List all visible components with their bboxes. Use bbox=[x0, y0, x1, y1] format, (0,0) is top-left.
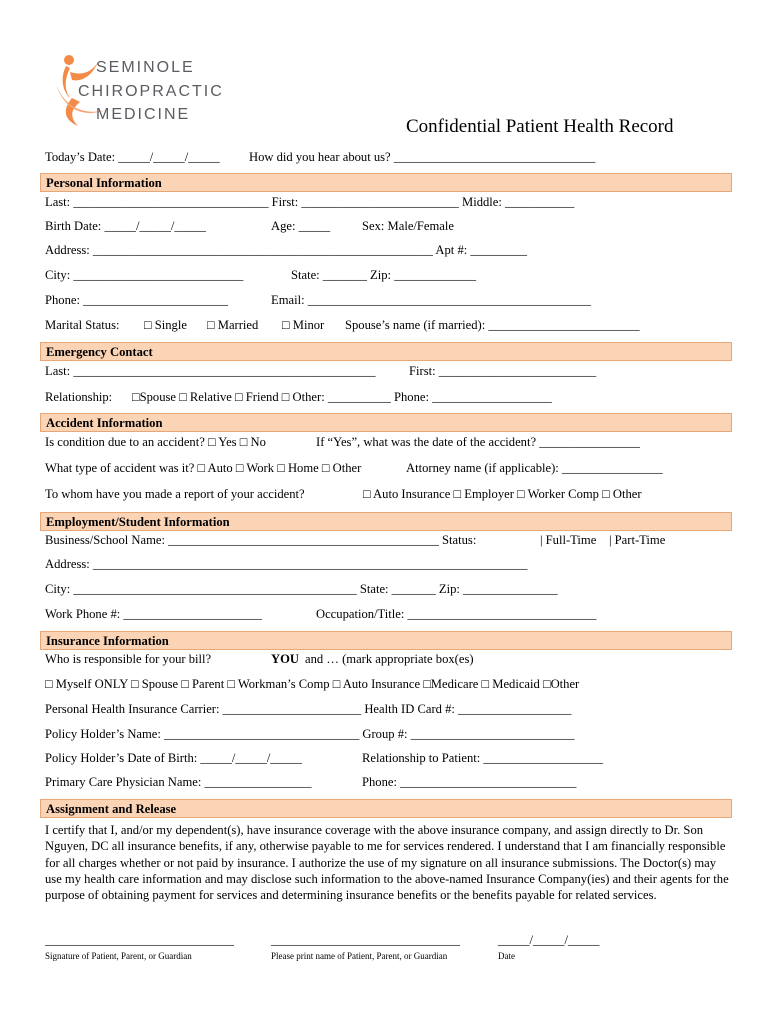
married-checkbox[interactable]: □ Married bbox=[207, 318, 259, 332]
policy-holder-field[interactable]: Policy Holder’s Name: _______________________________ Group #: __________________________ bbox=[45, 727, 575, 741]
insurance-carrier-field[interactable]: Personal Health Insurance Carrier: ______________________ Health ID Card #: __________________ bbox=[45, 702, 572, 716]
phone-field[interactable]: Phone: _______________________ bbox=[45, 293, 228, 307]
emergency-first-field[interactable]: First: _________________________ bbox=[409, 364, 597, 378]
relationship-to-patient-field[interactable]: Relationship to Patient: ___________________ bbox=[362, 751, 604, 765]
single-checkbox[interactable]: □ Single bbox=[144, 318, 187, 332]
date-label: Date bbox=[498, 951, 515, 961]
mark-boxes-label: and … (mark appropriate box(es) bbox=[305, 652, 474, 666]
part-time-option[interactable]: | Part-Time bbox=[609, 533, 666, 547]
print-name-line[interactable]: ______________________________ bbox=[271, 933, 460, 947]
birth-date-field[interactable]: Birth Date: _____/_____/_____ bbox=[45, 219, 206, 233]
pcp-name-field[interactable]: Primary Care Physician Name: _________________ bbox=[45, 775, 312, 789]
state-zip-field[interactable]: State: _______ Zip: _____________ bbox=[291, 268, 477, 282]
spouse-name-field[interactable]: Spouse’s name (if married): ________________________ bbox=[345, 318, 640, 332]
assignment-text: I certify that I, and/or my dependent(s), have insurance coverage with the above insurance company, and assign directly to Dr. Son Nguyen, DC all insurance benefits, if any, otherwise payable to me for services rendered. I understand that I am financially responsible for all charges whether or not paid by insurance. I authorize the use of my signature on all insurance submissions. The Doctor(s) may use my health care information and may disclose such information to the above-named Insurance Company(ies) and their agents for the purpose of obtaining payment for services and determining insurance benefits or the benefits payable for related services. bbox=[45, 823, 729, 903]
responsible-question: Who is responsible for your bill? bbox=[45, 652, 212, 666]
relationship-label: Relationship: bbox=[45, 390, 113, 404]
signature-date-line[interactable]: _____/_____/_____ bbox=[498, 933, 600, 947]
logo-line-2: CHIROPRACTIC bbox=[78, 83, 224, 100]
age-field[interactable]: Age: _____ bbox=[271, 219, 331, 233]
work-phone-field[interactable]: Work Phone #: ______________________ bbox=[45, 607, 262, 621]
name-fields[interactable]: Last: _______________________________ First: _________________________ Middle: ___________ bbox=[45, 195, 575, 209]
occupation-field[interactable]: Occupation/Title: ______________________________ bbox=[316, 607, 597, 621]
section-assignment-release: Assignment and Release bbox=[40, 799, 732, 818]
clinic-logo bbox=[52, 48, 232, 128]
responsible-options[interactable]: □ Myself ONLY □ Spouse □ Parent □ Workman’s Comp □ Auto Insurance □Medicare □ Medicaid □Other bbox=[45, 677, 580, 691]
referral-source-field[interactable]: How did you hear about us? ________________________________ bbox=[249, 150, 596, 164]
emergency-last-field[interactable]: Last: ________________________________________________ bbox=[45, 364, 376, 378]
accident-condition-question[interactable]: Is condition due to an accident? □ Yes □ No bbox=[45, 435, 266, 449]
minor-checkbox[interactable]: □ Minor bbox=[282, 318, 325, 332]
employment-address-field[interactable]: Address: _____________________________________________________________________ bbox=[45, 557, 528, 571]
marital-status-label: Marital Status: bbox=[45, 318, 120, 332]
page-title: Confidential Patient Health Record bbox=[406, 116, 674, 137]
logo-line-3: MEDICINE bbox=[96, 106, 191, 123]
you-label: YOU bbox=[271, 652, 299, 666]
section-employment-information: Employment/Student Information bbox=[40, 512, 732, 531]
business-name-field[interactable]: Business/School Name: ___________________________________________ Status: bbox=[45, 533, 477, 547]
section-accident-information: Accident Information bbox=[40, 413, 732, 432]
policy-holder-dob-field[interactable]: Policy Holder’s Date of Birth: _____/_____/_____ bbox=[45, 751, 302, 765]
todays-date-field[interactable]: Today’s Date: _____/_____/_____ bbox=[45, 150, 220, 164]
logo-line-1: SEMINOLE bbox=[96, 59, 195, 76]
attorney-name-field[interactable]: Attorney name (if applicable): ________________ bbox=[406, 461, 663, 475]
signature-label: Signature of Patient, Parent, or Guardian bbox=[45, 951, 192, 961]
pcp-phone-field[interactable]: Phone: ____________________________ bbox=[362, 775, 577, 789]
signature-line[interactable]: ______________________________ bbox=[45, 933, 234, 947]
report-options[interactable]: □ Auto Insurance □ Employer □ Worker Comp □ Other bbox=[363, 487, 642, 501]
section-insurance-information: Insurance Information bbox=[40, 631, 732, 650]
report-question: To whom have you made a report of your accident? bbox=[45, 487, 305, 501]
sex-field[interactable]: Sex: Male/Female bbox=[362, 219, 454, 233]
city-field[interactable]: City: ___________________________ bbox=[45, 268, 244, 282]
relationship-options[interactable]: □Spouse □ Relative □ Friend □ Other: __________ Phone: ___________________ bbox=[132, 390, 552, 404]
employment-city-field[interactable]: City: _____________________________________________ State: _______ Zip: _______________ bbox=[45, 582, 558, 596]
address-field[interactable]: Address: ______________________________________________________ Apt #: _________ bbox=[45, 243, 528, 257]
section-emergency-contact: Emergency Contact bbox=[40, 342, 732, 361]
section-personal-information: Personal Information bbox=[40, 173, 732, 192]
email-field[interactable]: Email: _____________________________________________ bbox=[271, 293, 592, 307]
accident-type-question[interactable]: What type of accident was it? □ Auto □ Work □ Home □ Other bbox=[45, 461, 362, 475]
full-time-option[interactable]: | Full-Time bbox=[540, 533, 597, 547]
accident-date-field[interactable]: If “Yes”, what was the date of the accident? ________________ bbox=[316, 435, 640, 449]
print-name-label: Please print name of Patient, Parent, or Guardian bbox=[271, 951, 448, 961]
